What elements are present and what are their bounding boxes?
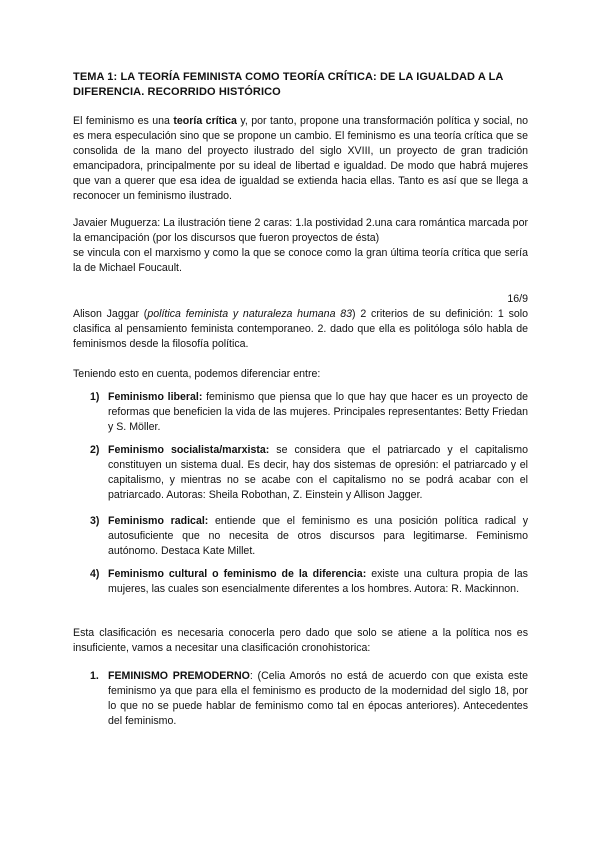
feminism-types-list xyxy=(92,443,528,503)
muguerza-paragraph xyxy=(73,216,528,276)
list-item-text: : (Celia Amorós no está de acuerdo con que exista este feminismo ya que para ella el feminismo es producto de la modernidad del siglo 18, por lo que no se puede hablar de feminismo como tal en épocas anteriores). Antecedentes del feminismo. xyxy=(108,670,529,727)
list-item xyxy=(92,390,528,435)
feminism-types-list xyxy=(92,567,528,597)
list-item-term: Feminismo socialista/marxista: xyxy=(108,444,270,456)
muguerza-line-1: Javaier Muguerza: La ilustración tiene 2 caras: 1.la postividad 2.una cara romántica marcada por la emancipación (por los discursos que fueron proyectos de ésta) xyxy=(73,217,528,244)
feminism-types-list xyxy=(92,514,528,559)
list-item-term: Feminismo radical: xyxy=(108,515,209,527)
jaggar-book-title: política feminista y naturaleza humana 83 xyxy=(147,308,353,320)
jaggar-text-post: ) 2 criterios de su definición: 1 solo clasifica al pensamiento feminista contemporaneo. 2. dado que ella es politóloga sólo habla de feminismos desde la filosofía política. xyxy=(73,308,529,350)
list-marker: 4) xyxy=(90,568,100,580)
intro-paragraph xyxy=(73,114,528,204)
document-title: TEMA 1: LA TEORÍA FEMINISTA COMO TEORÍA CRÍTICA: DE LA IGUALDAD A LA DIFERENCIA. RECORRIDO HISTÓRICO xyxy=(73,71,504,98)
list-item-text: feminismo que piensa que lo que hay que hacer es un proyecto de reformas que beneficien la vida de las mujeres. Principales representantes: Betty Friedan y S. Möller. xyxy=(108,391,528,433)
intro-term-bold: teoría crítica xyxy=(173,115,237,127)
list-marker: 1) xyxy=(90,391,100,403)
list-marker: 2) xyxy=(90,444,100,456)
list-marker: 3) xyxy=(90,515,100,527)
list-item xyxy=(92,443,528,503)
list-item-text: entiende que el feminismo es una posición política radical y autosuficiente que no necesita de otros discursos para legitimarse. Feminismo autónomo. Destaca Kate Millet. xyxy=(108,515,528,557)
list-item-text: existe una cultura propia de las mujeres, las cuales son esencialmente diferentes a los hombres. Autora: R. Mackinnon. xyxy=(108,568,528,595)
list-item xyxy=(92,514,528,559)
date-note: 16/9 xyxy=(507,293,528,305)
muguerza-line-2: se vincula con el marxismo y como la que se conoce como la gran última teoría crítica que sería la de Michael Foucault. xyxy=(73,247,528,274)
jaggar-text-pre: Alison Jaggar ( xyxy=(73,308,148,320)
feminism-types-list xyxy=(92,390,528,435)
list-item xyxy=(92,669,528,729)
list-item-term: Feminismo liberal: xyxy=(108,391,203,403)
jaggar-paragraph xyxy=(73,307,528,352)
intro-text-pre: El feminismo es una xyxy=(73,115,174,127)
lead-paragraph: Teniendo esto en cuenta, podemos diferenciar entre: xyxy=(73,368,321,380)
intro-text-post: y, por tanto, propone una transformación política y social, no es mera especulación sino que se propone un cambio. El feminismo es una teoría crítica que se consolida de la mano del proyecto ilustrado del siglo XVIII, un proyecto de gran tradición emancipadora, principalmente por su ideal de libertad e igualdad. De modo que habrá mujeres que van a querer que esa idea de igualdad se extienda hacia ellas. Tanto es así que se llega a reconocer un feminismo ilustrado. xyxy=(73,115,528,202)
list-item-text: se considera que el patriarcado y el capitalismo constituyen un sistema dual. Es decir, hay dos sistemas de opresión: el patriarcado y el capitalismo, y mientras no se acabe con el capitalismo no se podrá acabar con el patriarcado. Autoras: Sheila Robothan, Z. Einstein y Allison Jagger. xyxy=(108,444,528,501)
chronological-list xyxy=(92,669,528,729)
classification-paragraph: Esta clasificación es necesaria conocerla pero dado que solo se atiene a la política nos es insuficiente, vamos a necesitar una clasificación cronohistorica: xyxy=(73,627,528,654)
list-item-term: FEMINISMO PREMODERNO xyxy=(108,670,250,682)
list-item xyxy=(92,567,528,597)
list-item-term: Feminismo cultural o feminismo de la diferencia: xyxy=(108,568,367,580)
list-marker: 1. xyxy=(90,670,99,682)
